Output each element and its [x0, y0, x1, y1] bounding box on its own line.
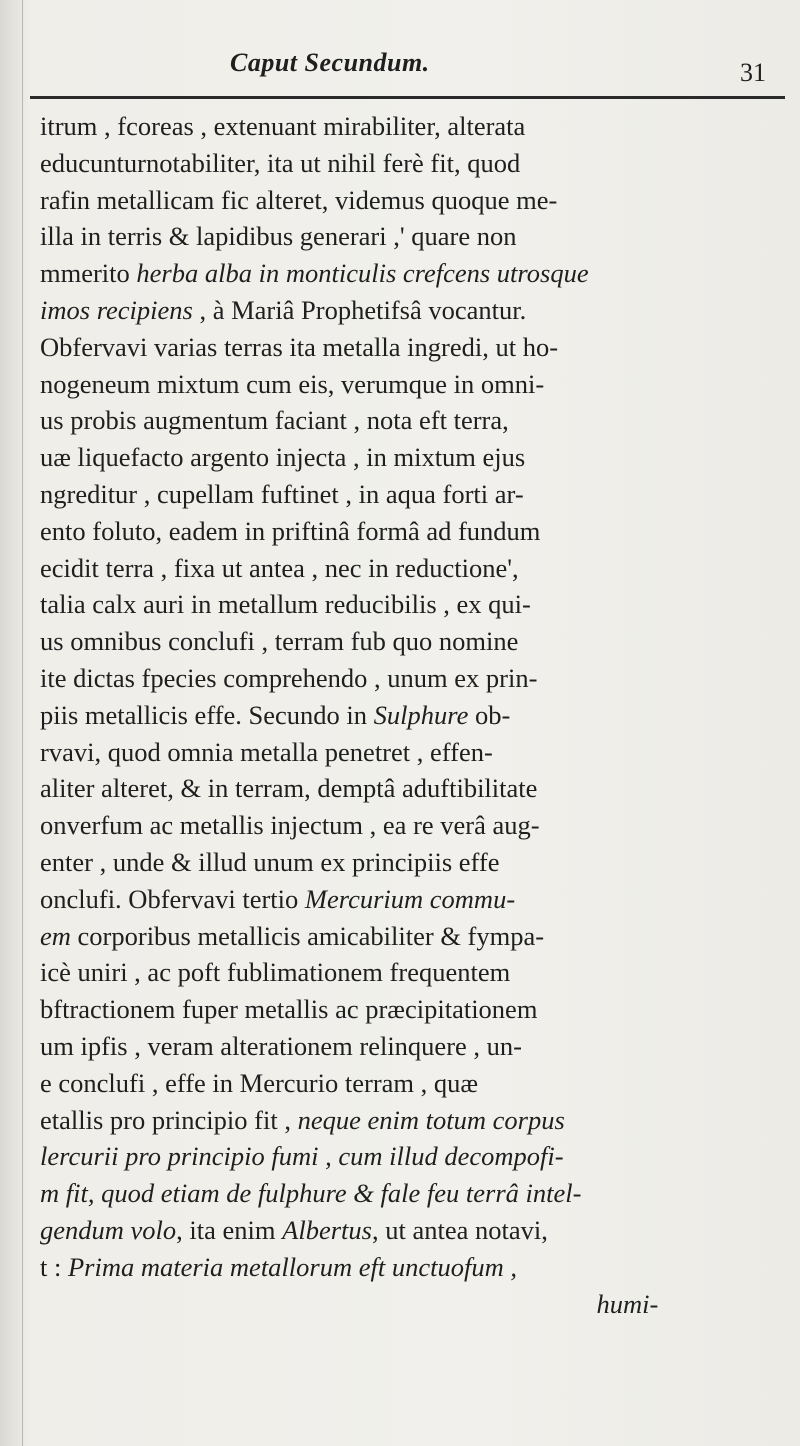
text-run: e conclufi , effe in Mercurio terram , quæ [40, 1067, 479, 1098]
text-line [40, 218, 790, 255]
text-run: icè uniri , ac poft fublimationem frequentem [40, 957, 511, 988]
text-run: um ipfis , veram alterationem relinquere , un- [40, 1030, 522, 1061]
text-run: aliter alteret, & in terram, demptâ aduftibilitate [40, 773, 538, 804]
text-line [40, 108, 790, 145]
text-run: mmerito [40, 258, 137, 289]
text-line [40, 844, 790, 881]
text-line [40, 991, 790, 1028]
text-run: corporibus metallicis amicabiliter & fympa- [70, 920, 545, 951]
text-line [40, 1286, 790, 1323]
text-run: ngreditur , cupellam fuftinet , in aqua forti ar- [40, 478, 524, 509]
text-run: bftractionem fuper metallis ac præcipitationem [40, 994, 538, 1025]
text-line [40, 918, 790, 955]
italic-text: herba alba in monticulis crefcens utrosque [136, 258, 589, 289]
italic-text: humi- [40, 1288, 659, 1319]
text-run: , ut antea notavi, [371, 1214, 548, 1245]
text-line [40, 1028, 790, 1065]
text-run: ite dictas fpecies comprehendo , unum ex prin- [40, 662, 538, 693]
text-line [40, 1138, 790, 1175]
text-run: rafin metallicam fic alteret, videmus quoque me- [40, 184, 558, 215]
text-run: enter , unde & illud unum ex principiis effe [40, 846, 500, 877]
text-run: t : [40, 1251, 68, 1282]
running-title: Caput Secundum. [230, 48, 430, 77]
text-line [40, 255, 790, 292]
text-line [40, 697, 790, 734]
text-line [40, 550, 790, 587]
text-line [40, 1102, 790, 1139]
italic-text: m fit, quod etiam de fulphure & fale feu terrâ intel- [40, 1178, 582, 1209]
text-line [40, 402, 790, 439]
text-line [40, 292, 790, 329]
text-line [40, 1249, 790, 1286]
page-gutter [22, 0, 23, 1446]
italic-text: Sulphure [373, 699, 469, 730]
text-run: onclufi. Obfervavi tertio [40, 883, 305, 914]
text-line [40, 954, 790, 991]
body-text [40, 108, 790, 1322]
text-line [40, 366, 790, 403]
italic-text: lercurii pro principio fumi , cum illud decompofi- [40, 1141, 564, 1172]
italic-text: Albertus [282, 1214, 372, 1245]
text-line [40, 513, 790, 550]
italic-text: neque enim totum corpus [297, 1104, 565, 1135]
text-line [40, 439, 790, 476]
page-header [0, 48, 800, 88]
text-run: Obfervavi varias terras ita metalla ingredi, ut ho- [40, 331, 559, 362]
text-line [40, 734, 790, 771]
text-run: piis metallicis effe. Secundo in [40, 699, 374, 730]
text-line [40, 881, 790, 918]
text-run: onverfum ac metallis injectum , ea re verâ aug- [40, 810, 540, 841]
text-line [40, 182, 790, 219]
text-line [40, 807, 790, 844]
italic-text: imos recipiens [40, 294, 193, 325]
text-run: rvavi, quod omnia metalla penetret , effen- [40, 736, 493, 767]
header-rule [30, 96, 785, 99]
italic-text: Mercurium commu- [304, 883, 516, 914]
text-run: ento foluto, eadem in priftinâ formâ ad fundum [40, 515, 541, 546]
text-run: us omnibus conclufi , terram fub quo nomine [40, 626, 519, 657]
text-run: , ita enim [176, 1214, 283, 1245]
text-run: talia calx auri in metallum reducibilis , ex qui- [40, 589, 531, 620]
text-line [40, 145, 790, 182]
text-run: us probis augmentum faciant , nota eft terra, [40, 405, 509, 436]
text-run: uæ liquefacto argento injecta , in mixtum ejus [40, 442, 526, 473]
text-line [40, 1212, 790, 1249]
text-run: , à Mariâ Prophetifsâ vocantur. [192, 294, 527, 325]
text-line [40, 1065, 790, 1102]
text-line [40, 476, 790, 513]
text-line [40, 660, 790, 697]
text-run: illa in terris & lapidibus generari ,' quare non [40, 221, 517, 252]
text-run: nogeneum mixtum cum eis, verumque in omni- [40, 368, 545, 399]
text-run: itrum , fcoreas , extenuant mirabiliter, alterata [40, 111, 526, 141]
text-run: ob- [468, 699, 511, 730]
text-run: etallis pro principio fit , [40, 1104, 298, 1135]
italic-text: em [40, 920, 71, 951]
italic-text: gendum volo [40, 1214, 177, 1245]
text-line [40, 1175, 790, 1212]
text-run: ecidit terra , fixa ut antea , nec in reductione', [40, 552, 519, 583]
text-line [40, 329, 790, 366]
italic-text: Prima materia metallorum eft unctuofum , [67, 1251, 517, 1282]
text-line [40, 770, 790, 807]
text-line [40, 623, 790, 660]
page-number: 31 [740, 58, 766, 87]
text-line [40, 586, 790, 623]
text-run: educunturnotabiliter, ita ut nihil ferè fit, quod [40, 147, 521, 178]
